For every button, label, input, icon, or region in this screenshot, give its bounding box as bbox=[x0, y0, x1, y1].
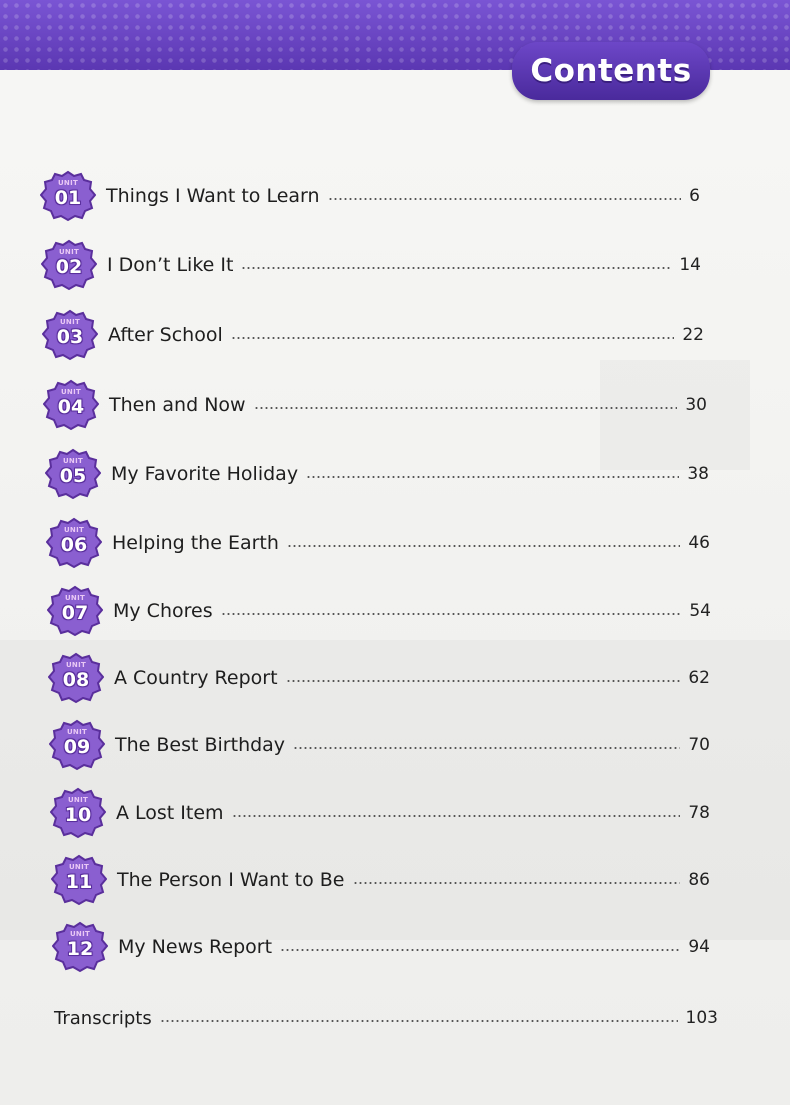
dot-leader bbox=[287, 545, 680, 547]
unit-label: UNIT bbox=[60, 388, 82, 396]
unit-title: The Person I Want to Be bbox=[117, 869, 345, 891]
unit-badge-icon bbox=[45, 448, 101, 500]
unit-title: After School bbox=[108, 324, 223, 346]
unit-badge-icon bbox=[43, 379, 99, 431]
page-number: 62 bbox=[688, 668, 710, 688]
unit-number: 01 bbox=[54, 187, 82, 209]
page-number: 38 bbox=[687, 464, 709, 484]
dot-leader bbox=[231, 337, 675, 339]
page-number: 6 bbox=[689, 186, 700, 206]
unit-label: UNIT bbox=[59, 318, 81, 326]
unit-title: A Country Report bbox=[114, 667, 278, 689]
unit-number: 08 bbox=[62, 669, 90, 691]
contents-header-tab bbox=[512, 42, 710, 100]
transcripts-title: Transcripts bbox=[54, 1007, 152, 1029]
unit-title: I Don’t Like It bbox=[107, 254, 234, 276]
unit-label: UNIT bbox=[68, 863, 90, 871]
unit-title: Helping the Earth bbox=[112, 532, 279, 554]
unit-number: 03 bbox=[56, 326, 84, 348]
unit-badge-icon bbox=[48, 652, 104, 704]
unit-label: UNIT bbox=[66, 728, 88, 736]
unit-number: 05 bbox=[59, 465, 87, 487]
toc-entry-unit-07[interactable] bbox=[47, 589, 711, 633]
toc-entry-unit-01[interactable] bbox=[40, 174, 700, 218]
toc-entry-unit-04[interactable] bbox=[43, 383, 707, 427]
toc-entry-unit-08[interactable] bbox=[48, 656, 710, 700]
unit-badge-icon bbox=[51, 854, 107, 906]
unit-number: 09 bbox=[63, 736, 91, 758]
unit-number: 10 bbox=[64, 804, 92, 826]
dot-leader bbox=[353, 882, 681, 884]
unit-badge-icon bbox=[52, 921, 108, 973]
page-number: 94 bbox=[688, 937, 710, 957]
unit-number: 07 bbox=[61, 602, 89, 624]
page-number: 78 bbox=[688, 803, 710, 823]
unit-label: UNIT bbox=[57, 179, 79, 187]
unit-title: Things I Want to Learn bbox=[106, 185, 320, 207]
unit-badge-icon bbox=[42, 309, 98, 361]
unit-title: My Favorite Holiday bbox=[111, 463, 299, 485]
toc-entry-unit-03[interactable] bbox=[42, 313, 704, 357]
page-number: 86 bbox=[688, 870, 710, 890]
dot-leader bbox=[328, 198, 682, 200]
unit-badge-icon bbox=[46, 517, 102, 569]
unit-badge-icon bbox=[41, 239, 97, 291]
unit-title: The Best Birthday bbox=[115, 734, 286, 756]
unit-label: UNIT bbox=[67, 796, 89, 804]
dot-leader bbox=[221, 613, 682, 615]
unit-number: 06 bbox=[60, 534, 88, 556]
page-number: 70 bbox=[688, 735, 710, 755]
unit-badge-icon bbox=[50, 787, 106, 839]
dot-leader bbox=[306, 476, 679, 478]
unit-label: UNIT bbox=[58, 248, 80, 256]
dot-leader bbox=[254, 407, 678, 409]
unit-badge-icon bbox=[49, 719, 105, 771]
unit-title: My Chores bbox=[113, 600, 213, 622]
unit-title: A Lost Item bbox=[116, 802, 224, 824]
dot-leader bbox=[160, 1020, 678, 1022]
unit-label: UNIT bbox=[64, 594, 86, 602]
unit-number: 11 bbox=[65, 871, 93, 893]
toc-entry-unit-11[interactable] bbox=[51, 858, 710, 902]
unit-number: 02 bbox=[55, 256, 83, 278]
unit-title: Then and Now bbox=[109, 394, 246, 416]
unit-number: 12 bbox=[66, 938, 94, 960]
unit-number: 04 bbox=[57, 396, 85, 418]
toc-entry-unit-10[interactable] bbox=[50, 791, 710, 835]
toc-entry-unit-05[interactable] bbox=[45, 452, 709, 496]
page-number: 54 bbox=[689, 601, 711, 621]
page-number: 46 bbox=[688, 533, 710, 553]
dot-leader bbox=[241, 267, 671, 269]
unit-badge-icon bbox=[47, 585, 103, 637]
toc-entry-transcripts[interactable] bbox=[54, 996, 718, 1040]
unit-label: UNIT bbox=[69, 930, 91, 938]
toc-entry-unit-09[interactable] bbox=[49, 723, 710, 767]
toc-entry-unit-12[interactable] bbox=[52, 925, 710, 969]
page-title: Contents bbox=[530, 53, 692, 89]
toc-entry-unit-06[interactable] bbox=[46, 521, 710, 565]
unit-label: UNIT bbox=[65, 661, 87, 669]
page-number: 30 bbox=[685, 395, 707, 415]
dot-leader bbox=[293, 747, 680, 749]
unit-title: My News Report bbox=[118, 936, 273, 958]
dot-leader bbox=[232, 815, 681, 817]
dot-leader bbox=[286, 680, 681, 682]
dot-leader bbox=[280, 949, 680, 951]
page-number: 14 bbox=[679, 255, 701, 275]
page-number: 103 bbox=[685, 1008, 718, 1028]
toc-entry-unit-02[interactable] bbox=[41, 243, 701, 287]
page-number: 22 bbox=[682, 325, 704, 345]
unit-badge-icon bbox=[40, 170, 96, 222]
unit-label: UNIT bbox=[63, 526, 85, 534]
unit-label: UNIT bbox=[62, 457, 84, 465]
